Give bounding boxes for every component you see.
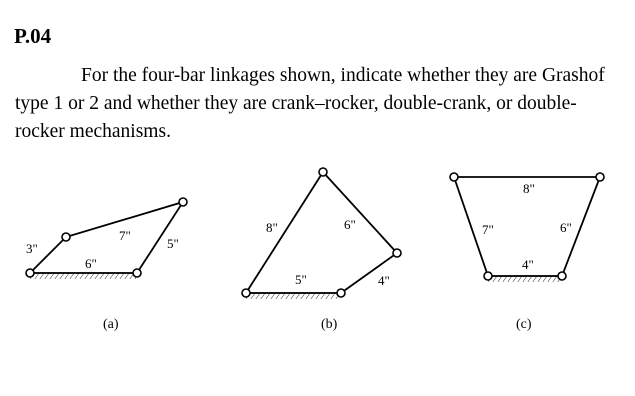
joint-b2 [319, 168, 327, 176]
joint-c2 [596, 173, 604, 181]
pivot-b4 [337, 289, 345, 297]
pivot-a1 [26, 269, 34, 277]
label-b-top: 6" [344, 217, 356, 232]
problem-number: P.04 [14, 24, 52, 48]
pivot-c4 [484, 272, 492, 280]
label-a-right: 5" [167, 236, 179, 251]
pivot-b1 [242, 289, 250, 297]
label-b-left: 8" [266, 220, 278, 235]
label-c-right: 6" [560, 220, 572, 235]
caption-c: (c) [516, 317, 532, 332]
label-c-top: 8" [523, 181, 535, 196]
joint-a2 [62, 233, 70, 241]
pivot-a4 [133, 269, 141, 277]
problem-statement: For the four-bar linkages shown, indicate whether they are Grashof type 1 or 2 and whether they are crank–rocker, double-crank, or double-rocker mechanisms. [15, 65, 605, 142]
label-c-ground: 4" [522, 257, 534, 272]
label-c-left: 7" [482, 222, 494, 237]
caption-b: (b) [321, 317, 338, 332]
linkage-b [242, 168, 401, 332]
label-a-left: 3" [26, 241, 38, 256]
label-b-ground: 5" [295, 272, 307, 287]
label-b-right: 4" [378, 273, 390, 288]
caption-a: (a) [103, 317, 119, 332]
linkage-a [26, 198, 187, 332]
link-outline-a [30, 202, 183, 273]
joint-a3 [179, 198, 187, 206]
label-a-top: 7" [119, 228, 131, 243]
linkage-c [450, 173, 604, 332]
label-a-ground: 6" [85, 256, 97, 271]
joint-c1 [450, 173, 458, 181]
pivot-c3 [558, 272, 566, 280]
joint-b3 [393, 249, 401, 257]
